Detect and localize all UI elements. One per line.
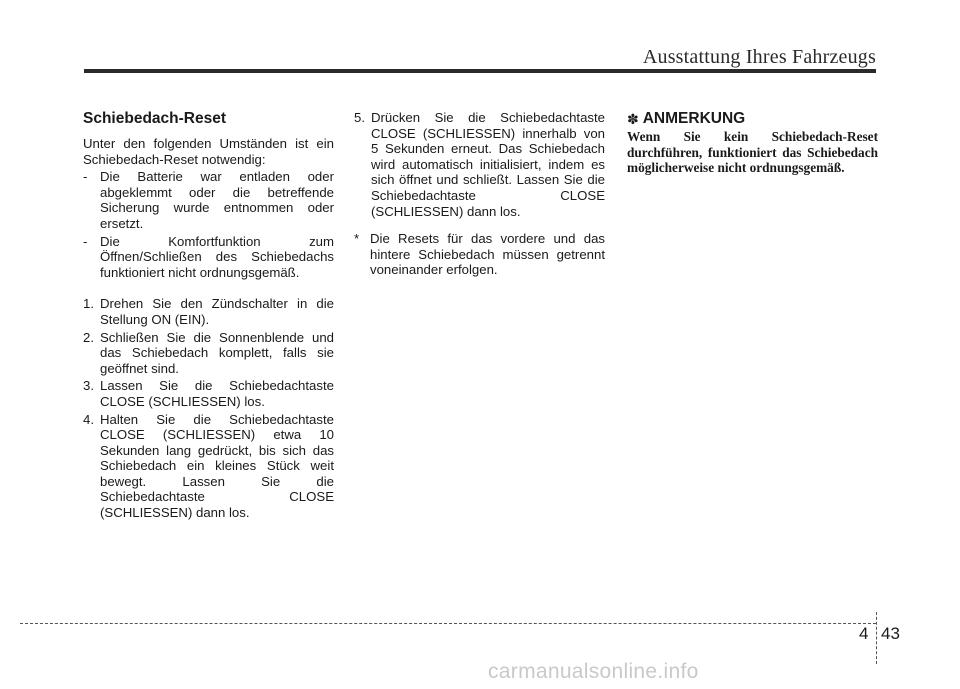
condition-text: Die Batterie war entladen oder abgeklemmt oder die betreffende Sicherung wurde entnommen oder ersetzt.: [100, 169, 334, 231]
note-box: [627, 110, 878, 176]
step-text: Drehen Sie den Zündschalter in die Stellung ON (EIN).: [100, 296, 334, 327]
note-heading: [627, 110, 878, 128]
footnote-text: Die Resets für das vordere und das hintere Schiebedach müssen getrennt voneinander erfolgen.: [370, 231, 605, 278]
condition-item: [83, 234, 334, 281]
condition-item: [83, 169, 334, 231]
step-text: Halten Sie die Schiebedachtaste CLOSE (SCHLIESSEN) etwa 10 Sekunden lang gedrückt, bis sich das Schiebedach ein kleines Stück weit bewegt. Lassen Sie die Schiebedachtaste CLOSE (SCHLIESSEN) dann los.: [100, 411, 334, 521]
step-item: [83, 330, 334, 377]
footnote-marker: *: [354, 231, 360, 247]
step-text: Lassen Sie die Schiebedachtaste CLOSE (SCHLIESSEN) los.: [100, 378, 334, 409]
page-number: 43: [881, 624, 900, 643]
page-header-title: Ausstattung Ihres Fahrzeugs: [642, 46, 876, 68]
step-number: 5.: [354, 110, 365, 125]
intro-paragraph: Unter den folgenden Umständen ist ein Schiebedach-Reset notwendig:: [83, 136, 334, 167]
middle-column: [354, 110, 605, 280]
note-title: ANMERKUNG: [642, 110, 746, 127]
condition-text: Die Komfortfunktion zum Öffnen/Schließen des Schiebedachs funktioniert nicht ordnungsgemäß.: [100, 233, 334, 280]
footnote-item: [354, 231, 605, 278]
footer-rule: [20, 623, 876, 624]
step-text: Drücken Sie die Schiebedachtaste CLOSE (SCHLIESSEN) innerhalb von 5 Sekunden erneut. Das Schiebedach wird automatisch initialisiert, indem es sich öffnet und schließt. Lassen Sie die Schiebedachtaste CLOSE (SCHLIESSEN) dann los.: [371, 110, 605, 219]
step-item: [83, 378, 334, 409]
step-number: 1.: [83, 296, 94, 312]
step-number: 2.: [83, 329, 94, 345]
step-number: 3.: [83, 378, 94, 394]
section-heading: Schiebedach-Reset: [83, 110, 226, 127]
header-rule: [84, 69, 876, 73]
footer-divider: [876, 612, 877, 664]
chapter-number: 4: [859, 624, 869, 643]
step-item: [354, 110, 605, 219]
note-body: Wenn Sie kein Schiebedach-Reset durchführen, funktioniert das Schiebedach möglicherweise nicht ordnungsgemäß.: [627, 129, 878, 176]
step-item: [83, 296, 334, 327]
list-marker: -: [83, 233, 88, 249]
step-number: 4.: [83, 411, 94, 427]
left-column: [83, 110, 334, 523]
list-marker: -: [83, 169, 88, 185]
step-text: Schließen Sie die Sonnenblende und das Schiebedach komplett, falls sie geöffnet sind.: [100, 329, 334, 376]
step-item: [83, 412, 334, 521]
watermark: carmanualsonline.info: [488, 660, 699, 683]
asterisk-cross-icon: ✽: [627, 111, 639, 127]
